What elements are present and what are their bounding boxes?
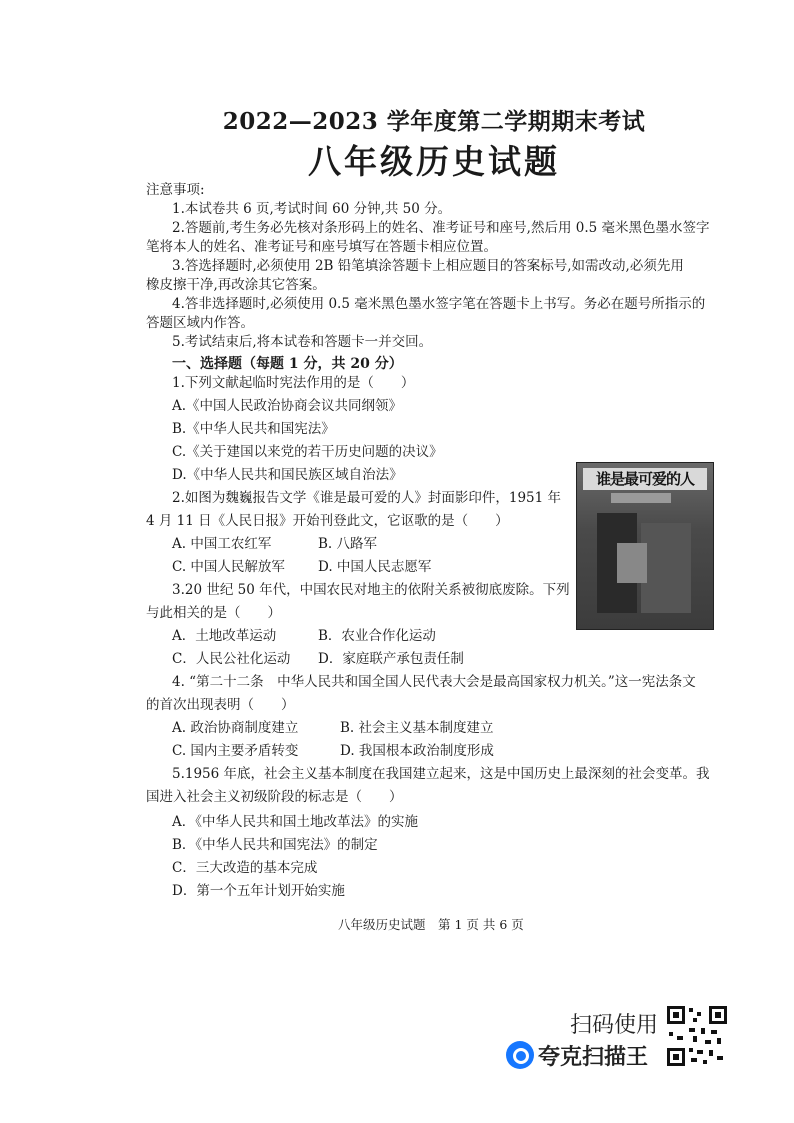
note-line: 橡皮擦干净,再改涂其它答案。	[146, 277, 326, 293]
question-5-stem: 国进入社会主义初级阶段的标志是（ ）	[146, 789, 403, 805]
question-1-option-b: B.《中华人民共和国宪法》	[172, 421, 335, 437]
question-4-option-b: B. 社会主义基本制度建立	[340, 720, 494, 736]
question-2-option-a: A. 中国工农红军	[172, 536, 272, 552]
note-line: 1.本试卷共 6 页,考试时间 60 分钟,共 50 分。	[172, 201, 452, 217]
quark-logo-icon	[506, 1041, 534, 1069]
notes-heading: 注意事项:	[146, 182, 205, 198]
question-1-option-c: C.《关于建国以来党的若干历史问题的决议》	[172, 444, 443, 460]
question-4-option-d: D. 我国根本政治制度形成	[340, 743, 494, 759]
note-line: 答题区域内作答。	[146, 315, 254, 331]
note-line: 笔将本人的姓名、准考证号和座号填写在答题卡相应位置。	[146, 239, 497, 255]
question-5-stem: 5.1956 年底，社会主义基本制度在我国建立起来，这是中国历史上最深刻的社会变革。我	[172, 766, 710, 782]
question-2-stem: 2.如图为魏巍报告文学《谁是最可爱的人》封面影印件，1951 年	[172, 490, 562, 506]
page-footer: 八年级历史试题 第 1 页 共 6 页	[338, 917, 524, 932]
note-line: 5.考试结束后,将本试卷和答题卡一并交回。	[172, 334, 433, 350]
question-3-option-a: A．土地改革运动	[172, 628, 277, 644]
note-line: 2.答题前,考生务必先核对条形码上的姓名、准考证号和座号,然后用 0.5 毫米黑色墨水签字	[172, 220, 710, 236]
question-3-option-c: C．人民公社化运动	[172, 651, 291, 667]
question-4-stem: 的首次出现表明（ ）	[146, 697, 295, 713]
qr-code-icon[interactable]	[667, 1006, 727, 1066]
question-5-option-b: B．《中华人民共和国宪法》的制定	[172, 837, 378, 853]
question-4-option-c: C. 国内主要矛盾转变	[172, 743, 299, 759]
note-line: 4.答非选择题时,必须使用 0.5 毫米黑色墨水签字笔在答题卡上书写。务必在题号所指示的	[172, 296, 706, 312]
exam-title: 2022—2023 学年度第二学期期末考试	[222, 108, 646, 135]
book-cover-caption: 谁是最可爱的人	[583, 468, 707, 490]
exam-subtitle: 八年级历史试题	[308, 142, 560, 181]
note-line: 3.答选择题时,必须使用 2B 铅笔填涂答题卡上相应题目的答案标号,如需改动,必须先用	[172, 258, 684, 274]
question-4-option-a: A. 政治协商制度建立	[172, 720, 299, 736]
brand-name: 夸克扫描王	[538, 1045, 649, 1070]
question-5-option-a: A．《中华人民共和国土地改革法》的实施	[172, 814, 418, 830]
question-3-option-d: D．家庭联产承包责任制	[318, 651, 464, 667]
question-1-stem: 1.下列文献起临时宪法作用的是（ ）	[172, 375, 415, 391]
question-2-option-c: C. 中国人民解放军	[172, 559, 285, 575]
question-3-stem: 3.20 世纪 50 年代，中国农民对地主的依附关系被彻底废除。下列	[172, 582, 570, 598]
section-heading: 一、选择题（每题 1 分，共 20 分）	[172, 356, 403, 372]
question-2-option-d: D. 中国人民志愿军	[318, 559, 432, 575]
question-5-option-c: C．三大改造的基本完成	[172, 860, 318, 876]
question-1-option-a: A.《中国人民政治协商会议共同纲领》	[172, 398, 403, 414]
question-2-option-b: B. 八路军	[318, 536, 378, 552]
question-3-stem: 与此相关的是（ ）	[146, 605, 281, 621]
scan-to-use-label: 扫码使用	[570, 1013, 659, 1038]
question-2-stem: 4 月 11 日《人民日报》开始刊登此文，它讴歌的是（ ）	[146, 513, 509, 529]
question-3-option-b: B．农业合作化运动	[318, 628, 436, 644]
book-cover-image	[576, 462, 714, 630]
question-5-option-d: D．第一个五年计划开始实施	[172, 883, 345, 899]
question-1-option-d: D.《中华人民共和国民族区域自治法》	[172, 467, 403, 483]
question-4-stem: 4. “第二十二条 中华人民共和国全国人民代表大会是最高国家权力机关。”这一宪法条文	[172, 674, 696, 690]
